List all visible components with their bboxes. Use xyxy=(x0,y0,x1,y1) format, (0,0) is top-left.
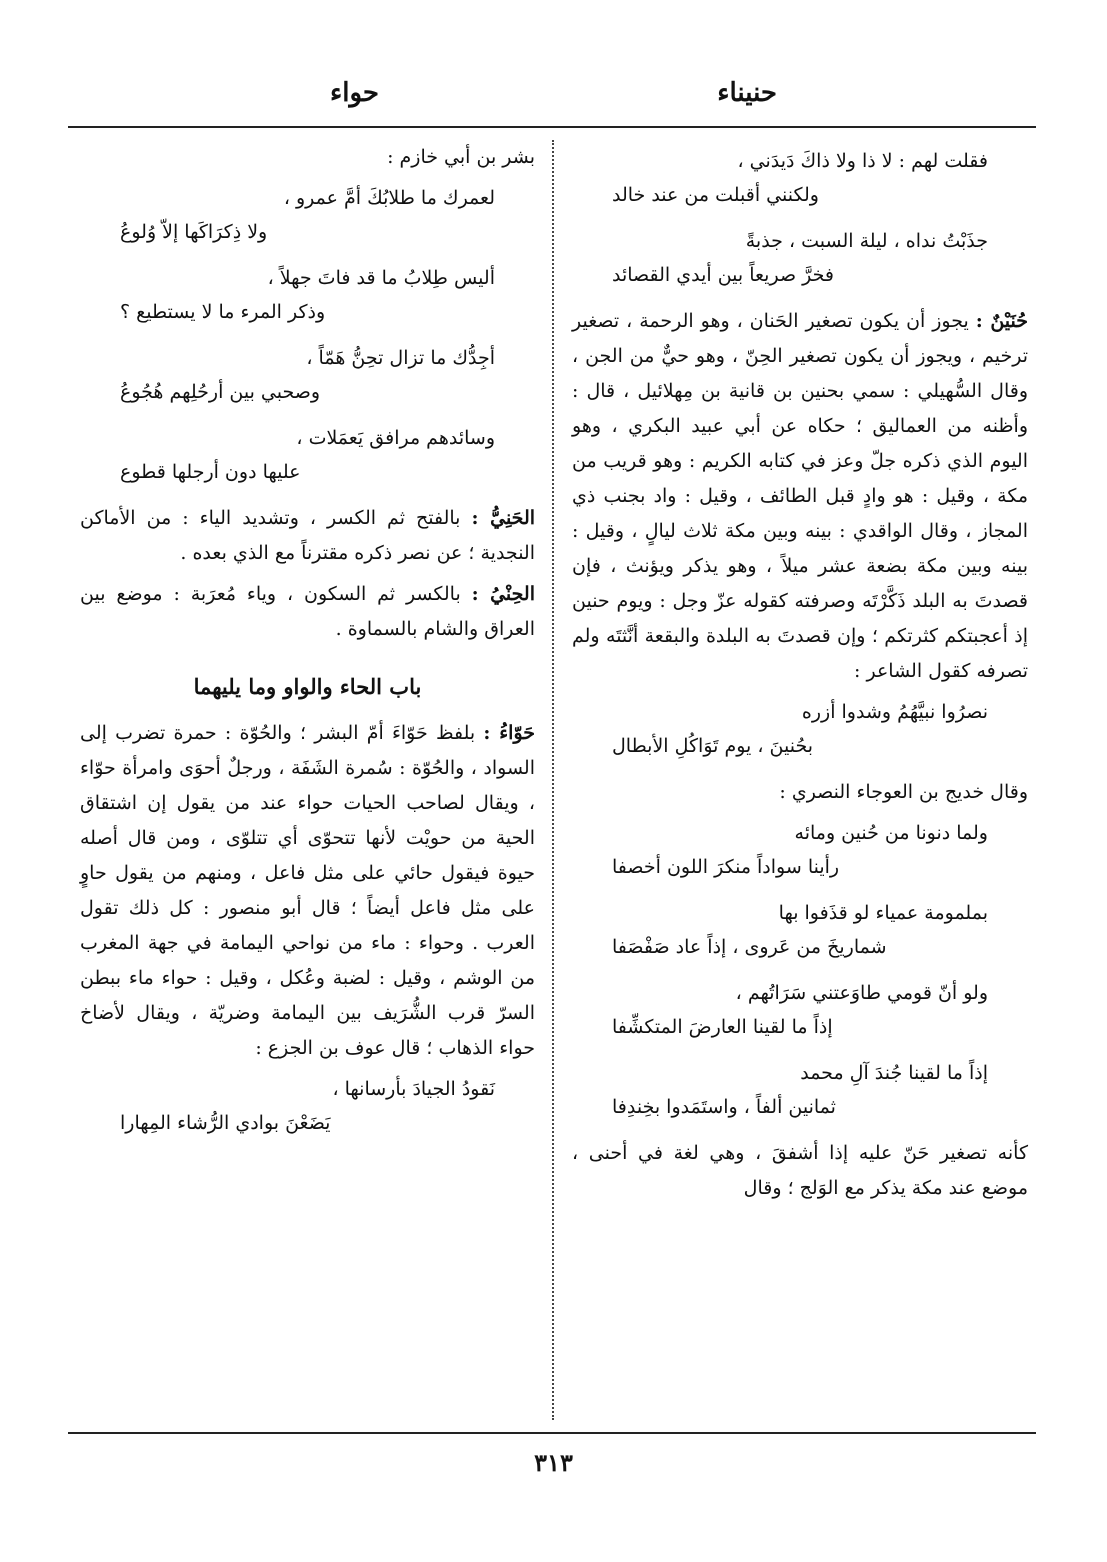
verse xyxy=(572,896,1028,964)
verse xyxy=(572,144,1028,212)
verse-hemistich-first: فقلت لهم : لا ذا ولا ذاكَ دَيدَني ، xyxy=(737,150,988,172)
right-column xyxy=(572,140,1028,1212)
paragraph: بشر بن أبي خازم : xyxy=(387,146,535,168)
entry-headword: حُنَيْنٌ : xyxy=(975,310,1029,332)
entry-text: يجوز أن يكون تصغير الحَنان ، وهو الرحمة ، تصغير ترخيم ، ويجوز أن يكون تصغير الحِنّ ، وهو حيٌّ من الجن ، وقال السُّهيلي : سمي بحنين بن قانية بن مِهلائيل ، قال : وأظنه من العماليق ؛ حكاه عن أبي عبيد البكري ، وهو اليوم الذي ذكره جلّ وعز في كتابه الكريم : وهو قريب من مكة ، وقيل : هو وادٍ قبل الطائف ، وقيل : واد بجنب ذي المجاز ، وقال الواقدي : بينه وبين مكة ثلاث ليالٍ ، وقيل : بينه وبين مكة بضعة عشر ميلاً ، وهو يذكر ويؤنث ، فإن قصدتَ به البلد ذَكَّرْتَه وصرفته كقوله عزّ وجل : ويوم حنين إذ أعجبتكم كثرتكم ؛ وإن قصدتَ به البلدة والبقعة أنَّثتَه ولم تصرفه كقول الشاعر : xyxy=(572,310,1029,682)
verse-hemistich-second: عليها دون أرجلها قطوع xyxy=(120,461,301,483)
verse xyxy=(572,1056,1028,1124)
header-left-title: حواء xyxy=(330,78,379,108)
section-title: باب الحاء والواو وما يليهما xyxy=(193,674,422,699)
verse-hemistich-first: نصرُوا نبيَّهُمُ وشدوا أزره xyxy=(801,701,988,723)
entry-text: بالفتح ثم الكسر ، وتشديد الياء : من الأماكن النجدية ؛ عن نصر ذكره مقترناً مع الذي بعده . xyxy=(80,507,535,564)
verse-hemistich-first: ولما دنونا من حُنين ومائه xyxy=(794,822,988,844)
verse xyxy=(572,976,1028,1044)
verse xyxy=(80,181,535,249)
entry-headword: حَوّاءُ : xyxy=(483,722,536,744)
column-divider xyxy=(552,140,554,1420)
dictionary-entry xyxy=(80,501,535,571)
verse xyxy=(80,341,535,409)
verse-hemistich-first: لعمرك ما طلابُكَ أمَّ عمرو ، xyxy=(283,187,495,209)
header-right-title: حنيناء xyxy=(717,78,777,108)
left-column xyxy=(80,140,535,1152)
entry-text: بلفظ حَوّاءَ أمّ البشر ؛ والحُوّة : حمرة تضرب إلى السواد ، والحُوّة : سُمرة الشَفَة ، ورجلٌ أحوَى وامرأة حوّاء ، ويقال لصاحب الحيات حواء عند من يقول إن اشتقاق الحية من حويْت لأنها تتحوّى أي تتلوّى ، ومن قال أصله حيوة فيقول حائي على مثل فاعل ، ومنهم من يقول حاوٍ على مثل فاعل أيضاً ؛ قال أبو منصور : كل ذلك تقول العرب . وحواء : ماء من نواحي اليمامة في جهة المغرب من الوشم ، وقيل : لضبة وعُكل ، وقيل : حواء ماء ببطن السرّ قرب الشُّرَيف بين اليمامة وضريّة ، ويقال لأضاخ حواء الذهاب ؛ قال عوف بن الجزع : xyxy=(80,722,535,1059)
verse xyxy=(572,816,1028,884)
verse-hemistich-second: وذكر المرء ما لا يستطيع ؟ xyxy=(120,301,326,323)
dictionary-entry xyxy=(80,716,535,1066)
verse-hemistich-second: فخرَّ صريعاً بين أيدي القصائد xyxy=(612,264,834,286)
page-number: ٣١٣ xyxy=(534,1448,573,1477)
verse-hemistich-first: أجِدُّك ما تزال تحِنُّ هَمّاً ، xyxy=(306,347,495,369)
verse-hemistich-first: بملمومة عمياء لو قذَفوا بها xyxy=(778,902,988,924)
dictionary-entry xyxy=(572,304,1028,689)
verse-hemistich-second: بحُنينَ ، يوم تَوَاكُلِ الأبطال xyxy=(612,735,814,757)
verse-hemistich-second: ولكنني أقبلت من عند خالد xyxy=(612,184,819,206)
verse-hemistich-second: شماريخَ من عَروى ، إذاً عاد صَفْصَفا xyxy=(612,936,887,958)
verse-hemistich-first: ولو أنّ قومي طاوَعتني سَرَاتُهم ، xyxy=(735,982,988,1004)
verse-hemistich-first: وسائدهم مرافق يَعمَلات ، xyxy=(296,427,495,449)
paragraph: وقال خديج بن العوجاء النصري : xyxy=(779,781,1028,803)
entry-headword: الحَنِيُّ : xyxy=(471,507,536,529)
verse xyxy=(572,224,1028,292)
verse-hemistich-second: يَضَعْنَ بوادي الرُّشاء المِهارا xyxy=(120,1112,331,1134)
verse-hemistich-first: جذَبْتُ نداه ، ليلة السبت ، جذبةً xyxy=(745,230,988,252)
verse-hemistich-first: إذاً ما لقينا جُندَ آلِ محمد xyxy=(800,1062,988,1084)
verse xyxy=(80,1072,535,1140)
entry-headword: الحِنْيُ : xyxy=(471,583,535,605)
verse xyxy=(80,421,535,489)
verse-hemistich-first: نَقودُ الجيادَ بأرسانها ، xyxy=(332,1078,495,1100)
verse-hemistich-first: أليس طِلابُ ما قد فاتَ جهلاً ، xyxy=(267,267,495,289)
verse-hemistich-second: ولا ذِكرَاكَها إلاّ وُلوعُ xyxy=(120,221,268,243)
verse-hemistich-second: إذاً ما لقينا العارضَ المتكشِّفا xyxy=(612,1016,833,1038)
running-header xyxy=(150,78,957,118)
header-rule xyxy=(68,126,1036,128)
verse xyxy=(572,695,1028,763)
verse-hemistich-second: وصحبي بين أرحُلِهم هُجُوعُ xyxy=(120,381,321,403)
entry-text: بالكسر ثم السكون ، وياء مُعرَبة : موضع بين العراق والشام بالسماوة . xyxy=(80,583,535,640)
paragraph: كأنه تصغير حَنّ عليه إذا أشفقَ ، وهي لغة في أحنى ، موضع عند مكة يذكر مع الوَلج ؛ وقال xyxy=(572,1142,1028,1199)
verse-hemistich-second: ثمانين ألفاً ، واستَمَدوا بخِندِفا xyxy=(612,1096,836,1118)
verse-hemistich-second: رأينا سواداً منكرَ اللون أخصفا xyxy=(612,856,840,878)
dictionary-entry xyxy=(80,577,535,647)
footer-rule xyxy=(68,1432,1036,1434)
verse xyxy=(80,261,535,329)
